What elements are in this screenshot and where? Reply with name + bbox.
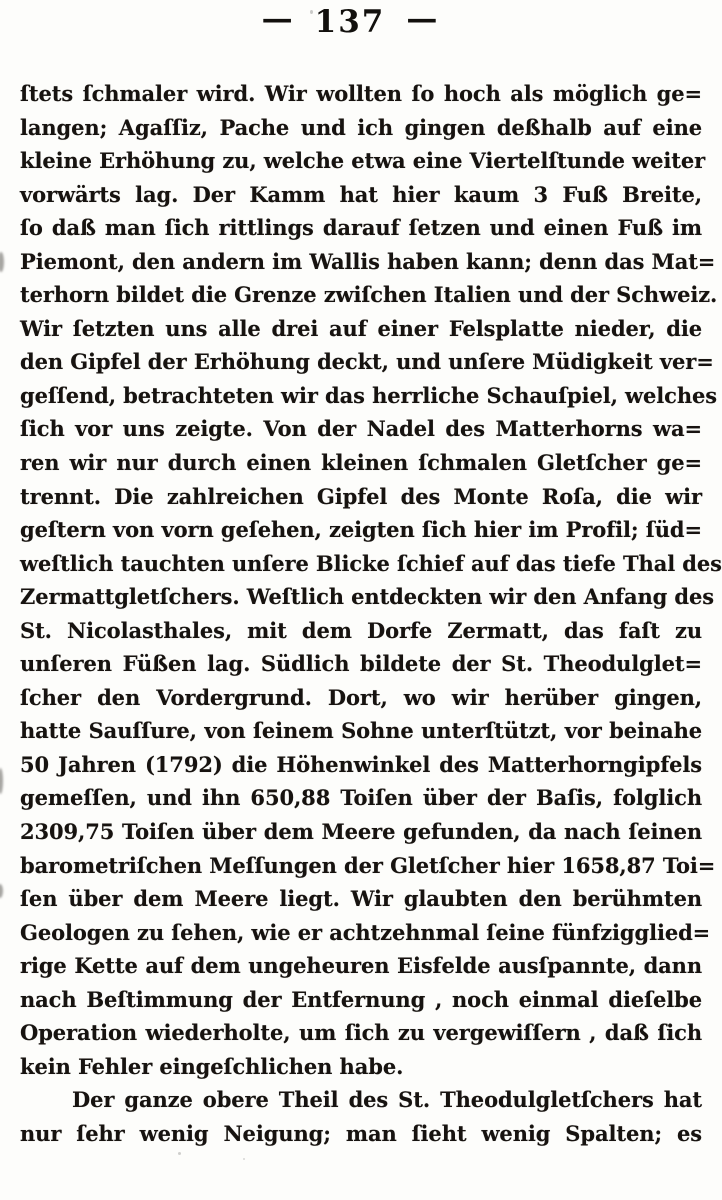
- text-line: weſtlich tauchten unſere Blicke ſchief auf das tiefe Thal des: [20, 550, 722, 576]
- text-line: terhorn bildet die Grenze zwiſchen Italien und der Schweiz.: [20, 282, 718, 308]
- text-line: ren wir nur durch einen kleinen ſchmalen Gletſcher ge=: [20, 450, 702, 476]
- text-line: 2309,75 Toiſen über dem Meere gefunden, da nach ſeinen: [20, 819, 702, 845]
- header-dash-right: —: [406, 1, 439, 37]
- text-line: barometriſchen Meſſungen der Gletſcher hier 1658,87 Toi=: [20, 852, 716, 878]
- text-line: gemeſſen, und ihn 650,88 Toiſen über der Baſis, folglich: [20, 785, 702, 811]
- text-line: ſen über dem Meere liegt. Wir glaubten den berühmten: [20, 886, 702, 912]
- text-line: Wir ſetzten uns alle drei auf einer Felsplatte nieder, die: [20, 315, 702, 341]
- text-line: Operation wiederholte, um ſich zu vergewiſſern , daß ſich: [20, 1020, 702, 1046]
- text-line: trennt. Die zahlreichen Gipfel des Monte Roſa, die wir: [20, 483, 702, 509]
- scan-speck: [310, 10, 313, 14]
- scan-edge-artifact: [0, 884, 3, 898]
- text-line: Geologen zu ſehen, wie er achtzehnmal ſeine fünfzigglied=: [20, 919, 711, 945]
- text-line: den Gipfel der Erhöhung deckt, und unſere Müdigkeit ver=: [20, 349, 714, 375]
- text-line: ſich vor uns zeigte. Von der Nadel des Matterhorns wa=: [20, 416, 702, 442]
- text-line: nur ſehr wenig Neigung; man ſieht wenig Spalten; es: [20, 1120, 702, 1146]
- text-line: geſſend, betrachteten wir das herrliche Schauſpiel, welches: [20, 382, 718, 408]
- text-line: Piemont, den andern im Wallis haben kann; denn das Mat=: [20, 248, 716, 274]
- body-text: [20, 77, 722, 1151]
- scan-speck: [178, 1152, 181, 1155]
- text-line: vorwärts lag. Der Kamm hat hier kaum 3 Fuß Breite,: [20, 181, 702, 207]
- text-line: Der ganze obere Theil des St. Theodulgletſchers hat: [72, 1087, 702, 1113]
- page-number: 137: [314, 4, 386, 40]
- scan-edge-artifact: [0, 768, 3, 794]
- text-line: kein Fehler eingeſchlichen habe.: [20, 1053, 404, 1079]
- text-line: ſcher den Vordergrund. Dort, wo wir herüber gingen,: [20, 684, 702, 710]
- text-line: langen; Agaſſiz, Pache und ich gingen deßhalb auf eine: [20, 114, 702, 140]
- text-line: kleine Erhöhung zu, welche etwa eine Viertelſtunde weiter: [20, 148, 706, 174]
- text-line: ſtets ſchmaler wird. Wir wollten ſo hoch als möglich ge=: [20, 81, 702, 106]
- text-line: hatte Sauſſure, von ſeinem Sohne unterſtützt, vor beinahe: [20, 718, 702, 744]
- page-header: [0, 1, 700, 40]
- scan-edge-artifact: [0, 252, 4, 272]
- text-line: Zermattgletſchers. Weſtlich entdeckten wir den Anfang des: [20, 584, 714, 610]
- scan-speck: [243, 1158, 245, 1160]
- header-dash-left: —: [261, 1, 294, 37]
- text-line: ſo daß man ſich rittlings darauf ſetzen und einen Fuß im: [20, 215, 702, 241]
- text-line: rige Kette auf dem ungeheuren Eisfelde ausſpannte, dann: [20, 953, 702, 979]
- text-line: geſtern von vorn geſehen, zeigten ſich hier im Profil; ſüd=: [20, 517, 702, 543]
- text-line: unſeren Füßen lag. Südlich bildete der St. Theodulglet=: [20, 651, 702, 677]
- text-line: 50 Jahren (1792) die Höhenwinkel des Matterhorngipfels: [20, 751, 702, 777]
- text-line: St. Nicolasthales, mit dem Dorfe Zermatt, das faſt zu: [20, 617, 702, 643]
- text-line: nach Beſtimmung der Entfernung , noch einmal dieſelbe: [20, 986, 702, 1012]
